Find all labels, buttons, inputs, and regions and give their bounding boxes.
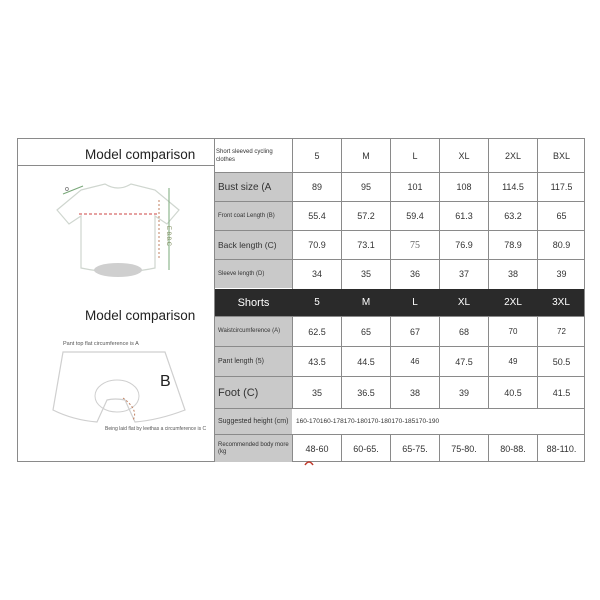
shorts-cell: 47.5 — [455, 356, 473, 367]
jersey-cell: 34 — [311, 269, 322, 279]
shorts-cell: 38 — [409, 387, 420, 398]
jersey-cell: 73.1 — [357, 240, 375, 250]
jersey-size-header: 5 — [314, 150, 320, 161]
jersey-cell: 75 — [410, 239, 420, 251]
jersey-cell: 59.4 — [406, 211, 424, 221]
jersey-cell: 39 — [556, 269, 567, 279]
shorts-cell: 49 — [508, 357, 518, 366]
shorts-cell: 65 — [360, 326, 371, 337]
shorts-cell: 36.5 — [357, 387, 375, 398]
jersey-size-header: BXL — [552, 150, 570, 161]
shorts-cell: 39 — [458, 387, 469, 398]
body-weight-cell: 80-88. — [500, 443, 526, 454]
jersey-cell: 37 — [458, 269, 469, 279]
jersey-cell: 78.9 — [504, 240, 522, 250]
jersey-cell: 95 — [360, 182, 371, 192]
left-divider-top — [17, 165, 214, 166]
shorts-row-label: Pant length (5) — [215, 347, 292, 376]
jersey-cell: 101 — [407, 182, 423, 192]
jersey-size-header: XL — [458, 150, 470, 161]
shorts-cell: 67 — [409, 326, 420, 337]
jersey-cell: 65 — [556, 211, 567, 221]
shorts-cell: 43.5 — [308, 356, 326, 367]
shorts-top-note: Pant top flat circumference is A — [63, 341, 139, 347]
jersey-cell: 117.5 — [550, 182, 573, 192]
jersey-cell: 35 — [360, 269, 371, 279]
jersey-cell: 70.9 — [308, 240, 326, 250]
accent-mark-icon — [304, 460, 314, 466]
body-weight-cell: 75-80. — [451, 443, 477, 454]
shorts-size-header: M — [361, 297, 371, 308]
shorts-row-label: Foot (C) — [215, 377, 292, 408]
jersey-row-label: Sleeve length (D) — [215, 260, 292, 288]
shorts-label-b: B — [160, 373, 171, 390]
shorts-cell: 41.5 — [552, 387, 571, 398]
jersey-corner-label: Short sleeved cycling clothes — [216, 148, 273, 163]
shorts-cell: 68 — [458, 326, 469, 337]
shorts-cell: 72 — [557, 327, 566, 336]
jersey-cell: 108 — [456, 182, 472, 192]
shorts-size-header: 5 — [314, 297, 320, 308]
jersey-size-header: M — [362, 150, 370, 161]
shorts-cell: 62.5 — [308, 326, 326, 337]
jersey-cell: 38 — [507, 269, 518, 279]
body-weight-cell: 88-110. — [546, 443, 577, 454]
suggested-height-value: 160-170160-178170-180170-180170-185170-190 — [296, 418, 440, 425]
shorts-cell: 50.5 — [552, 356, 571, 367]
jersey-cell: 55.4 — [308, 211, 326, 221]
jersey-cell: 76.9 — [455, 240, 473, 250]
size-chart — [17, 138, 585, 466]
shorts-cell: 35 — [311, 387, 322, 398]
jersey-row-label: Back length (C) — [215, 231, 292, 259]
shorts-header-label: Shorts — [237, 296, 270, 309]
shorts-row-label: Waistcircumference (A) — [215, 317, 292, 346]
shorts-size-header: 2XL — [504, 297, 522, 308]
shorts-cell: 70 — [508, 327, 518, 336]
jersey-cell: 63.2 — [504, 211, 522, 221]
body-weight-cell: 60-65. — [353, 443, 379, 454]
shorts-bottom-note: Being laid flat by leethas a circumference is C — [105, 426, 207, 432]
shorts-size-header: 3XL — [552, 297, 570, 308]
body-weight-cell: 48-60 — [305, 443, 329, 454]
jersey-cell: 89 — [311, 182, 322, 192]
shorts-cell: 40.5 — [504, 387, 522, 398]
shorts-size-header: XL — [457, 297, 471, 308]
jersey-cell: 80.9 — [552, 240, 571, 250]
shorts-cell: 44.5 — [357, 356, 375, 367]
body-weight-label: Recommended body more (kg — [215, 435, 292, 462]
jersey-cell: 114.5 — [502, 182, 524, 192]
body-weight-cell: 65-75. — [402, 443, 428, 454]
model-comparison-heading-bottom: Model comparison — [85, 308, 196, 323]
jersey-size-header: L — [412, 150, 418, 161]
jersey-cell: 36 — [409, 269, 420, 279]
jersey-row-label: Front coat Length (B) — [215, 202, 292, 230]
jersey-side-label: E 8.8.C — [165, 226, 171, 247]
suggested-height-label: Suggested height (cm) — [215, 409, 292, 434]
shorts-size-header: L — [412, 297, 418, 308]
jersey-row-label: Bust size (A — [215, 173, 292, 201]
shorts-diagram — [49, 348, 199, 432]
jersey-label-o: o — [65, 186, 69, 193]
jersey-cell: 61.3 — [455, 211, 473, 221]
model-comparison-heading-top: Model comparison — [85, 147, 196, 162]
jersey-size-header: 2XL — [504, 150, 521, 161]
jersey-cell: 57.2 — [357, 211, 375, 221]
shorts-cell: 46 — [410, 357, 420, 366]
